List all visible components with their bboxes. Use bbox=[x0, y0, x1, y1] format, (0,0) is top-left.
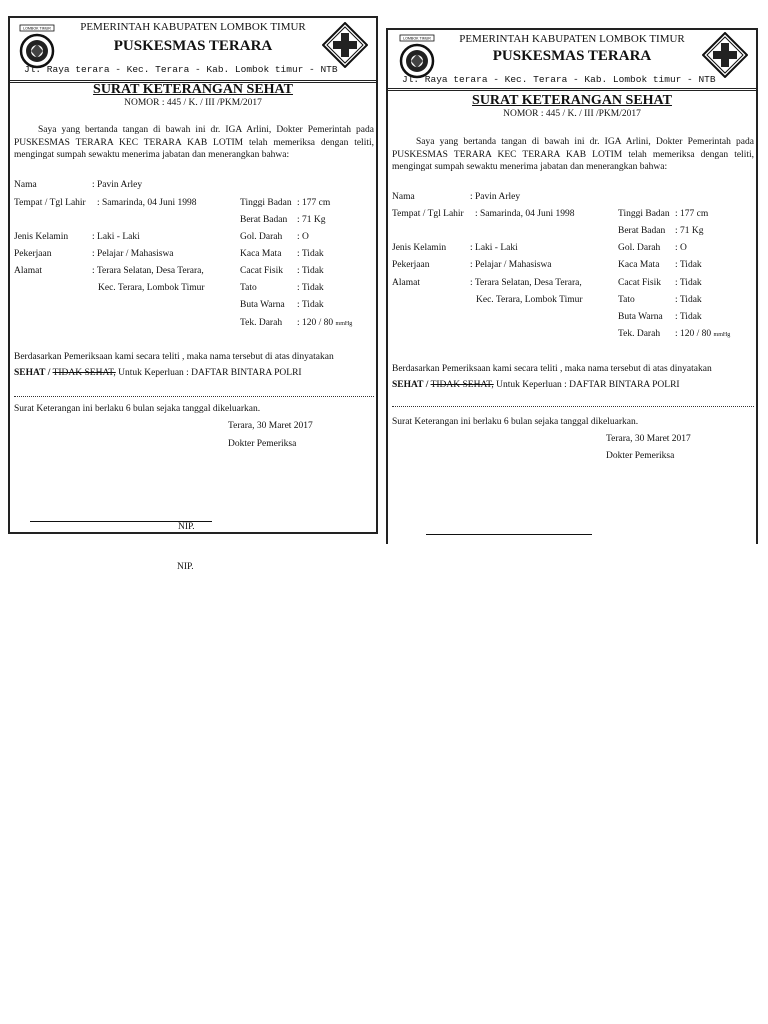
intro-paragraph: Saya yang bertanda tangan di bawah ini dr. IGA Arlini, Dokter Pemerintah pada PUSKESMAS TERARA KEC TERARA KAB LOTIM telah memeriksa dengan teliti, mengingat sumpah sewaktu menerima jabatan dan menerangkan bahwa: bbox=[14, 125, 374, 160]
intro-paragraph: Saya yang bertanda tangan di bawah ini dr. IGA Arlini, Dokter Pemerintah pada PUSKESMAS TERARA KEC TERARA KAB LOTIM telah memeriksa dengan teliti, mengingat sumpah sewaktu menerima jabatan dan menerangkan bahwa: bbox=[392, 137, 754, 172]
issue-date: Terara, 30 Maret 2017 bbox=[606, 434, 691, 444]
signer-title: Dokter Pemeriksa bbox=[228, 439, 297, 449]
signer-title: Dokter Pemeriksa bbox=[606, 451, 675, 461]
occupation-label: Pekerjaan bbox=[14, 249, 52, 259]
signature-line bbox=[426, 534, 592, 535]
government-name: PEMERINTAH KABUPATEN LOMBOK TIMUR bbox=[80, 21, 306, 33]
letterhead bbox=[388, 30, 756, 89]
weight-value: : 71 Kg bbox=[297, 215, 326, 225]
color-blind-label: Buta Warna bbox=[240, 300, 285, 310]
disability-value: : Tidak bbox=[297, 266, 324, 276]
blood-pressure-value: : 120 / 80 mmHg bbox=[675, 329, 731, 339]
result-statement bbox=[14, 368, 302, 378]
occupation-value: : Pelajar / Mahasiswa bbox=[92, 249, 174, 259]
height-value: : 177 cm bbox=[297, 198, 331, 208]
weight-label: Berat Badan bbox=[240, 215, 288, 225]
name-label: Nama bbox=[14, 180, 37, 190]
tattoo-value: : Tidak bbox=[297, 283, 324, 293]
gender-value: : Laki - Laki bbox=[92, 232, 140, 242]
emblem-caption: LOMBOK TIMUR bbox=[23, 26, 51, 31]
document-number: NOMOR : 445 / K. / III /PKM/2017 bbox=[503, 109, 641, 119]
government-name: PEMERINTAH KABUPATEN LOMBOK TIMUR bbox=[459, 33, 685, 45]
birth-label: Tempat / Tgl Lahir bbox=[392, 209, 464, 219]
glasses-label: Kaca Mata bbox=[240, 249, 282, 259]
healthy-text: SEHAT / bbox=[392, 380, 429, 390]
address-label: Alamat bbox=[392, 278, 420, 288]
name-value: : Pavin Arley bbox=[92, 180, 143, 190]
glasses-label: Kaca Mata bbox=[618, 260, 660, 270]
document-title: SURAT KETERANGAN SEHAT bbox=[93, 82, 293, 97]
glasses-value: : Tidak bbox=[675, 260, 702, 270]
blood-type-label: Gol. Darah bbox=[240, 232, 283, 242]
gender-label: Jenis Kelamin bbox=[14, 232, 69, 242]
blood-pressure-unit: mmHg bbox=[335, 321, 353, 327]
birth-value: : Samarinda, 04 Juni 1998 bbox=[97, 198, 197, 208]
tattoo-label: Tato bbox=[618, 295, 635, 305]
address-value-line2: Kec. Terara, Lombok Timur bbox=[476, 295, 583, 305]
puskesmas-cross-logo-icon bbox=[322, 22, 368, 68]
document-number: NOMOR : 445 / K. / III /PKM/2017 bbox=[124, 98, 262, 108]
gender-label: Jenis Kelamin bbox=[392, 243, 447, 253]
glasses-value: : Tidak bbox=[297, 249, 324, 259]
purpose-text: Untuk Keperluan : DAFTAR BINTARA POLRI bbox=[493, 380, 680, 390]
certificate-card-1 bbox=[8, 16, 378, 534]
letterhead bbox=[10, 18, 376, 81]
address-value-line1: : Terara Selatan, Desa Terara, bbox=[470, 278, 582, 288]
gender-value: : Laki - Laki bbox=[470, 243, 518, 253]
puskesmas-address: Jl. Raya terara - Kec. Terara - Kab. Lombok timur - NTB bbox=[24, 64, 338, 75]
height-value: : 177 cm bbox=[675, 209, 709, 219]
address-label: Alamat bbox=[14, 266, 42, 276]
blood-pressure-label: Tek. Darah bbox=[240, 318, 283, 328]
healthy-text: SEHAT / bbox=[14, 368, 51, 378]
purpose-text: Untuk Keperluan : DAFTAR BINTARA POLRI bbox=[115, 368, 302, 378]
blood-type-label: Gol. Darah bbox=[618, 243, 661, 253]
dotted-divider bbox=[392, 406, 754, 407]
result-line: Berdasarkan Pemeriksaan kami secara teliti , maka nama tersebut di atas dinyatakan bbox=[14, 352, 334, 362]
tattoo-value: : Tidak bbox=[675, 295, 702, 305]
result-line: Berdasarkan Pemeriksaan kami secara teliti , maka nama tersebut di atas dinyatakan bbox=[392, 364, 712, 374]
blood-pressure-label: Tek. Darah bbox=[618, 329, 661, 339]
color-blind-value: : Tidak bbox=[675, 312, 702, 322]
height-label: Tinggi Badan bbox=[240, 198, 292, 208]
disability-label: Cacat Fisik bbox=[240, 266, 284, 276]
document-title: SURAT KETERANGAN SEHAT bbox=[472, 93, 672, 108]
not-healthy-text: TIDAK SEHAT, bbox=[430, 380, 494, 390]
birth-value: : Samarinda, 04 Juni 1998 bbox=[475, 209, 575, 219]
height-label: Tinggi Badan bbox=[618, 209, 670, 219]
puskesmas-name: PUSKESMAS TERARA bbox=[492, 48, 652, 64]
occupation-value: : Pelajar / Mahasiswa bbox=[470, 260, 552, 270]
address-value-line2: Kec. Terara, Lombok Timur bbox=[98, 283, 205, 293]
occupation-label: Pekerjaan bbox=[392, 260, 430, 270]
color-blind-value: : Tidak bbox=[297, 300, 324, 310]
result-statement bbox=[392, 380, 680, 390]
disability-value: : Tidak bbox=[675, 278, 702, 288]
disability-label: Cacat Fisik bbox=[618, 278, 662, 288]
emblem-caption: LOMBOK TIMUR bbox=[403, 36, 431, 41]
address-value-line1: : Terara Selatan, Desa Terara, bbox=[92, 266, 204, 276]
name-value: : Pavin Arley bbox=[470, 192, 521, 202]
tattoo-label: Tato bbox=[240, 283, 257, 293]
puskesmas-name: PUSKESMAS TERARA bbox=[113, 38, 273, 54]
color-blind-label: Buta Warna bbox=[618, 312, 663, 322]
not-healthy-text: TIDAK SEHAT, bbox=[52, 368, 116, 378]
blood-type-value: : O bbox=[675, 243, 687, 253]
validity-note: Surat Keterangan ini berlaku 6 bulan sejaka tanggal dikeluarkan. bbox=[392, 417, 639, 427]
blood-pressure-value: : 120 / 80 mmHg bbox=[297, 318, 353, 328]
weight-value: : 71 Kg bbox=[675, 226, 704, 236]
puskesmas-address: Jl. Raya terara - Kec. Terara - Kab. Lombok timur - NTB bbox=[402, 74, 716, 85]
certificate-card-2 bbox=[386, 28, 758, 544]
letterhead-divider bbox=[388, 90, 756, 91]
birth-label: Tempat / Tgl Lahir bbox=[14, 198, 86, 208]
dotted-divider bbox=[14, 396, 374, 397]
issue-date: Terara, 30 Maret 2017 bbox=[228, 421, 313, 431]
blood-pressure-unit: mmHg bbox=[713, 332, 731, 338]
weight-label: Berat Badan bbox=[618, 226, 666, 236]
validity-note: Surat Keterangan ini berlaku 6 bulan sejaka tanggal dikeluarkan. bbox=[14, 404, 261, 414]
puskesmas-cross-logo-icon bbox=[702, 32, 748, 78]
name-label: Nama bbox=[392, 192, 415, 202]
blood-type-value: : O bbox=[297, 232, 309, 242]
nip-label-below: NIP. bbox=[177, 562, 194, 572]
nip-label: NIP. bbox=[178, 522, 195, 532]
